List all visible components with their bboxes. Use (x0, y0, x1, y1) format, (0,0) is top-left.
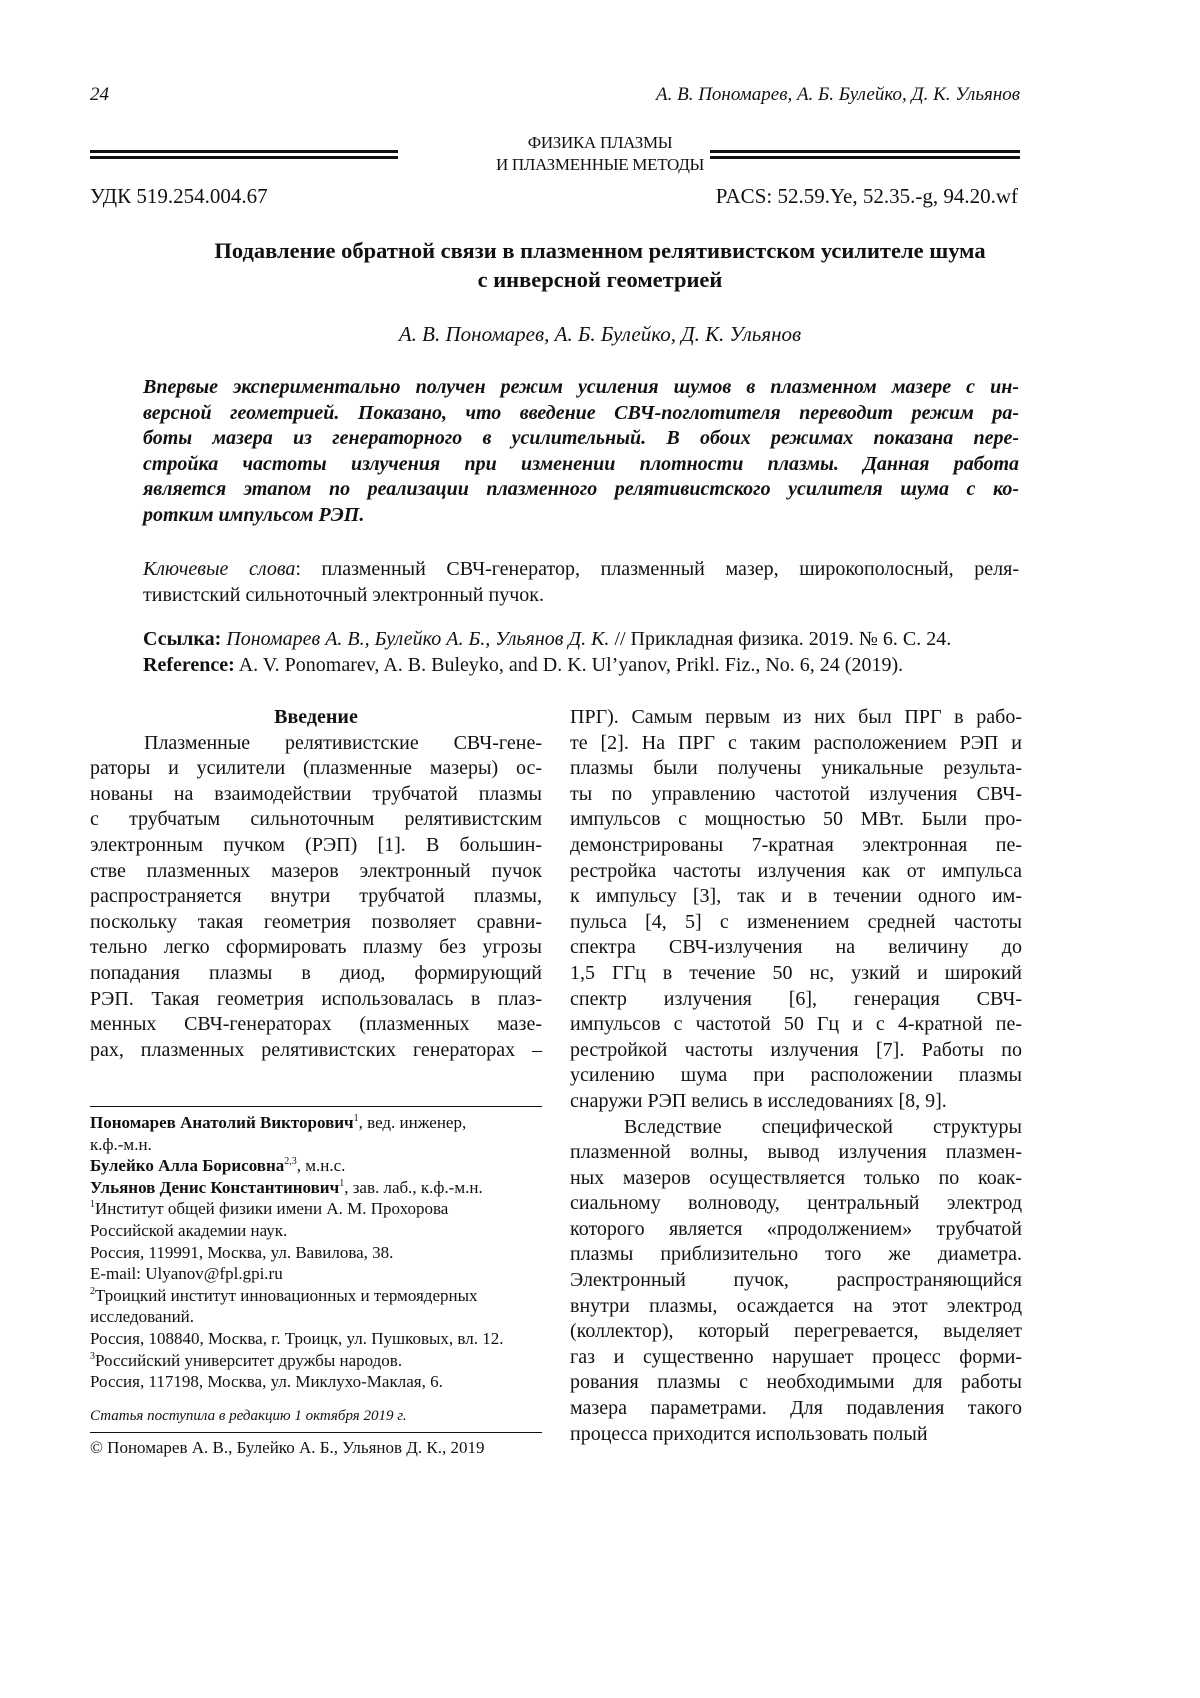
text-line: рестройкой частоты излучения [7]. Работы по (570, 1038, 1022, 1064)
citation-authors: Пономарев А. В., Булейко А. Б., Ульянов Д. К. (226, 628, 609, 650)
text-line: спектра СВЧ-излучения на величину до (570, 935, 1022, 961)
text-line: ПРГ). Самым первым из них был ПРГ в рабо- (570, 705, 1022, 731)
text-line: стве плазменных мазеров электронный пучок (90, 859, 542, 885)
text-line: боты мазера из генераторного в усилительный. В обоих режимах показана пере- (143, 426, 1019, 452)
text-line: процесса приходится использовать полый (570, 1422, 1022, 1448)
text-line: рестройка частоты излучения как от импульса (570, 859, 1022, 885)
text-line: газ и существенно нарушает процесс форми- (570, 1345, 1022, 1371)
contact-email[interactable]: E-mail: Ulyanov@fpl.gpi.ru (90, 1263, 550, 1285)
affiliation-address: Россия, 119991, Москва, ул. Вавилова, 38. (90, 1242, 550, 1264)
text-line: плазменной волны, вывод излучения плазмен- (570, 1140, 1022, 1166)
section-heading: Введение (90, 705, 542, 731)
keywords (143, 557, 1019, 608)
text-line: версной геометрией. Показано, что введение СВЧ-поглотителя переводит режим ра- (143, 401, 1019, 427)
affiliation-address: Россия, 108840, Москва, г. Троицк, ул. Пушковых, вл. 12. (90, 1328, 550, 1350)
text-line: которого является «продолжением» трубчатой (570, 1217, 1022, 1243)
keywords-text: : плазменный СВЧ-генератор, плазменный мазер, широкополосный, реля- (295, 558, 1019, 580)
udk-code: УДК 519.254.004.67 (90, 184, 268, 209)
author-info: Пономарев Анатолий Викторович1, вед. инженер, (90, 1112, 550, 1134)
abstract (143, 375, 1019, 529)
text-line: Вследствие специфической структуры (570, 1115, 1022, 1141)
text-line: к импульсу [3], так и в течении одного им- (570, 884, 1022, 910)
text-line: Впервые экспериментально получен режим усиления шумов в плазменном мазере с ин- (143, 375, 1019, 401)
title-line: с инверсной геометрией (90, 265, 1110, 294)
text-line: попадания плазмы в диод, формирующий (90, 961, 542, 987)
affiliation: 1Институт общей физики имени А. М. Прохорова (90, 1198, 550, 1220)
keywords-label: Ключевые слова (143, 558, 295, 580)
text-line: пульса [4, 5] с изменением средней частоты (570, 910, 1022, 936)
author-info: Булейко Алла Борисовна2,3, м.н.с. (90, 1155, 550, 1177)
text-line: стройка частоты излучения при изменении плотности плазмы. Данная работа (143, 452, 1019, 478)
text-line: распространяется внутри трубчатой плазмы, (90, 884, 542, 910)
affiliation: 2Троицкий институт инновационных и термоядерных (90, 1285, 550, 1307)
citation (143, 627, 1019, 678)
text-line: плазмы приблизительно того же диаметра. (570, 1242, 1022, 1268)
author-degree: к.ф.-м.н. (90, 1134, 550, 1156)
page-number: 24 (90, 84, 109, 106)
text-line: ных мазеров осуществляется только по коак- (570, 1166, 1022, 1192)
text-line: рах, плазменных релятивистских генераторах – (90, 1038, 542, 1064)
text-line: мазера параметрами. Для подавления такого (570, 1396, 1022, 1422)
rubric-line: ФИЗИКА ПЛАЗМЫ (400, 132, 800, 154)
text-line: РЭП. Такая геометрия использовалась в плаз- (90, 987, 542, 1013)
text-line: демонстрированы 7-кратная электронная пе- (570, 833, 1022, 859)
text-line: ты по управлению частотой излучения СВЧ- (570, 782, 1022, 808)
article-authors: А. В. Пономарев, А. Б. Булейко, Д. К. Ульянов (90, 322, 1110, 347)
footnote-divider (90, 1106, 542, 1107)
running-header-authors: А. В. Пономарев, А. Б. Булейко, Д. К. Ульянов (656, 84, 1020, 106)
author-footnotes (90, 1112, 550, 1393)
text-line: 1,5 ГГц в течение 50 нс, узкий и широкий (570, 961, 1022, 987)
text-line: плазмы были получены уникальные результа- (570, 756, 1022, 782)
reference-label: Reference: (143, 654, 235, 676)
reference-text: A. V. Ponomarev, A. B. Buleyko, and D. K. Ul’yanov, Prikl. Fiz., No. 6, 24 (2019). (235, 654, 903, 676)
article-title (90, 236, 1110, 294)
rubric-rule-left (90, 150, 398, 159)
text-line: с трубчатым сильноточным релятивистским (90, 807, 542, 833)
affiliation-line: исследований. (90, 1306, 550, 1328)
text-line: импульсов с частотой 50 Гц и с 4-кратной пе- (570, 1012, 1022, 1038)
text-line: спектр излучения [6], генерация СВЧ- (570, 987, 1022, 1013)
text-line: импульсов с мощностью 50 МВт. Были про- (570, 807, 1022, 833)
received-date: Статья поступила в редакцию 1 октября 2019 г. (90, 1408, 407, 1425)
pacs-code: PACS: 52.59.Ye, 52.35.-g, 94.20.wf (716, 184, 1018, 209)
citation-source: // Прикладная физика. 2019. № 6. С. 24. (609, 628, 951, 650)
text-line: поскольку такая геометрия позволяет сравни- (90, 910, 542, 936)
text-line: рования плазмы с необходимыми для работы (570, 1370, 1022, 1396)
text-line: (коллектор), который перегревается, выделяет (570, 1319, 1022, 1345)
text-line: сиальному волноводу, центральный электрод (570, 1191, 1022, 1217)
copyright: © Пономарев А. В., Булейко А. Б., Ульянов Д. К., 2019 (90, 1438, 484, 1458)
citation-label: Ссылка: (143, 628, 221, 650)
affiliation-line: Российской академии наук. (90, 1220, 550, 1242)
text-line: является этапом по реализации плазменного релятивистского усилителя шума с ко- (143, 477, 1019, 503)
rubric-line: И ПЛАЗМЕННЫЕ МЕТОДЫ (400, 154, 800, 176)
text-line: Плазменные релятивистские СВЧ-гене- (90, 731, 542, 757)
text-line: раторы и усилители (плазменные мазеры) ос- (90, 756, 542, 782)
affiliation-address: Россия, 117198, Москва, ул. Миклухо-Маклая, 6. (90, 1371, 550, 1393)
right-column (570, 705, 1022, 1447)
text-line: усилению шума при расположении плазмы (570, 1063, 1022, 1089)
text-line: внутри плазмы, осаждается на этот электрод (570, 1294, 1022, 1320)
text-line: менных СВЧ-генераторах (плазменных мазе- (90, 1012, 542, 1038)
text-line: ротким импульсом РЭП. (143, 503, 1019, 529)
text-line: нованы на взаимодействии трубчатой плазмы (90, 782, 542, 808)
text-line: Электронный пучок, распространяющийся (570, 1268, 1022, 1294)
keywords-text: тивистский сильноточный электронный пучок. (143, 583, 1019, 609)
author-info: Ульянов Денис Константинович1, зав. лаб., к.ф.-м.н. (90, 1177, 550, 1199)
affiliation: 3Российский университет дружбы народов. (90, 1350, 550, 1372)
text-line: снаружи РЭП велись в исследованиях [8, 9]. (570, 1089, 1022, 1115)
text-line: электронным пучком (РЭП) [1]. В большин- (90, 833, 542, 859)
text-line: те [2]. На ПРГ с таким расположением РЭП и (570, 731, 1022, 757)
title-line: Подавление обратной связи в плазменном релятивистском усилителе шума (90, 236, 1110, 265)
left-column (90, 705, 542, 1063)
rubric-rule-right (710, 150, 1020, 159)
copyright-divider (90, 1432, 542, 1433)
text-line: тельно легко сформировать плазму без угрозы (90, 935, 542, 961)
